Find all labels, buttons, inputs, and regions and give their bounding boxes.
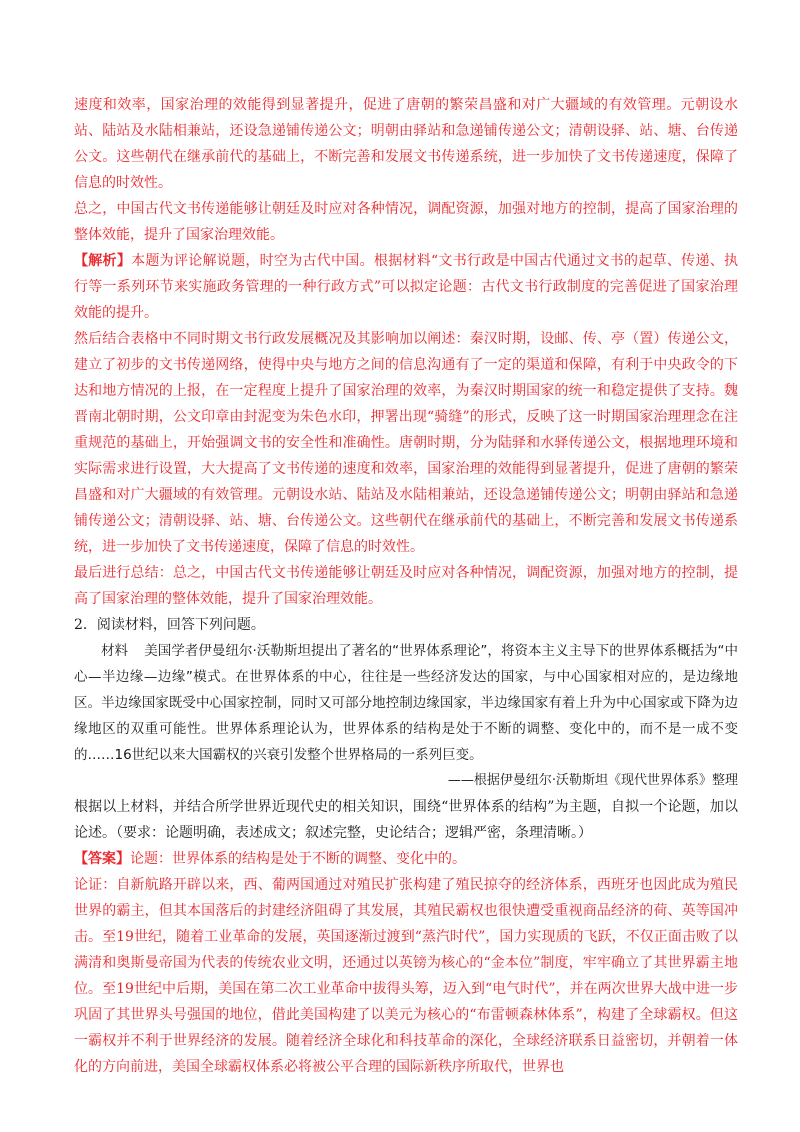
answer-thesis-text: 论题：世界体系的结构是处于不断的调整、变化中的。 [130,851,466,867]
question-2-prompt: 根据以上材料，并结合所学世界近现代史的相关知识，围绕“世界体系的结构”为主题，自拟一个论题，加以论述。（要求：论题明确，表述成文；叙述完整，史论结合；逻辑严密，条理清晰。） [74,799,738,841]
question-2-prompt-block [74,794,738,846]
answer-argument: 论证：自新航路开辟以来，西、葡两国通过对殖民扩张构建了殖民掠夺的经济体系，西班牙也因此成为殖民世界的霸主，但其本国落后的封建经济阻碍了其发展，其殖民霸权也很快遭受重视商品经济的荷、英等国冲击。至19世纪，随着工业革命的发展，英国逐渐过渡到“蒸汽时代”，国力实现质的飞跃，不仅正面击败了以满清和奥斯曼帝国为代表的传统农业文明，还通过以英镑为核心的“金本位”制度，牢牢确立了其世界霸主地位。至19世纪中后期，美国在第二次工业革命中拔得头筹，迈入到“电气时代”，并在两次世界大战中进一步巩固了其世界头号强国的地位，借此美国构建了以美元为核心的“布雷顿森林体系”，构建了全球霸权。但这一霸权并不利于世界经济的发展。随着经济全球化和科技革命的深化，全球经济联系日益密切，并朝着一体化的方向前进，美国全球霸权体系必将被公平合理的国际新秩序所取代，世界也 [74,877,738,1075]
answer-tag: 【答案】 [74,851,130,867]
material-block [74,638,738,768]
analysis-text: 本题为评论解说题，时空为古代中国。根据材料“文书行政是中国古代通过文书的起草、传递、执行等一系列环节来实施政务管理的一种行政方式”可以拟定论题：古代文书行政制度的完善促进了国家治理效能的提升。 [74,253,739,321]
analysis-paragraph [74,248,738,326]
answer-summary-paragraph: 总之，中国古代文书传递能够让朝廷及时应对各种情况，调配资源，加强对地方的控制，提高了国家治理的整体效能，提升了国家治理效能。 [74,201,738,243]
answer-paragraph: 速度和效率，国家治理的效能得到显著提升，促进了唐朝的繁荣昌盛和对广大疆域的有效管理。元朝设水站、陆站及水陆相兼站，还设急递铺传递公文；明朝由驿站和急递铺传递公文；清朝设驿、站、塘、台传递公文。这些朝代在继承前代的基础上，不断完善和发展文书传递系统，进一步加快了文书传递速度，保障了信息的时效性。 [74,97,738,191]
material-source: ——根据伊曼纽尔·沃勒斯坦《现代世界体系》整理 [447,773,738,788]
answer-thesis [74,846,738,872]
analysis-section [74,248,738,612]
answer-2-section [74,846,738,1080]
analysis-tag: 【解析】 [74,253,132,269]
previous-answer-continuation [74,92,738,248]
question-2-title: 2．阅读材料，回答下列问题。 [74,617,265,633]
material-label: 材料 [101,643,129,659]
material-text: 美国学者伊曼纽尔·沃勒斯坦提出了著名的“世界体系理论”，将资本主义主导下的世界体系概括为“中心—半边缘—边缘”模式。在世界体系的中心，往往是一些经济发达的国家，与中心国家相对应的，是边缘地区。半边缘国家既受中心国家控制，同时又可部分地控制边缘国家，半边缘国家有着上升为中心国家或下降为边缘地区的双重可能性。世界体系理论认为，世界体系的结构是处于不断的调整、变化中的，而不是一成不变的……16世纪以来大国霸权的兴衰引发整个世界格局的一系列巨变。 [74,643,739,763]
analysis-paragraph: 然后结合表格中不同时期文书行政发展概况及其影响加以阐述：秦汉时期，设邮、传、亭（置）传递公文，建立了初步的文书传递网络，使得中央与地方之间的信息沟通有了一定的渠道和保障，有利于中央政令的下达和地方情况的上报，在一定程度上提升了国家治理的效率，为秦汉时期国家的统一和稳定提供了支持。魏晋南北朝时期，公文印章由封泥变为朱色水印，押署出现“骑缝”的形式，反映了这一时期国家治理理念在注重规范的基础上，开始强调文书的安全性和准确性。唐朝时期，分为陆驿和水驿传递公文，根据地理环境和实际需求进行设置，大大提高了文书传递的速度和效率，国家治理的效能得到显著提升，促进了唐朝的繁荣昌盛和对广大疆域的有效管理。元朝设水站、陆站及水陆相兼站，还设急递铺传递公文；明朝由驿站和急递铺传递公文；清朝设驿、站、塘、台传递公文。这些朝代在继承前代的基础上，不断完善和发展文书传递系统，进一步加快了文书传递速度，保障了信息的时效性。 [74,331,738,555]
analysis-paragraph: 最后进行总结：总之，中国古代文书传递能够让朝廷及时应对各种情况，调配资源，加强对地方的控制，提高了国家治理的整体效能，提升了国家治理效能。 [74,565,738,607]
